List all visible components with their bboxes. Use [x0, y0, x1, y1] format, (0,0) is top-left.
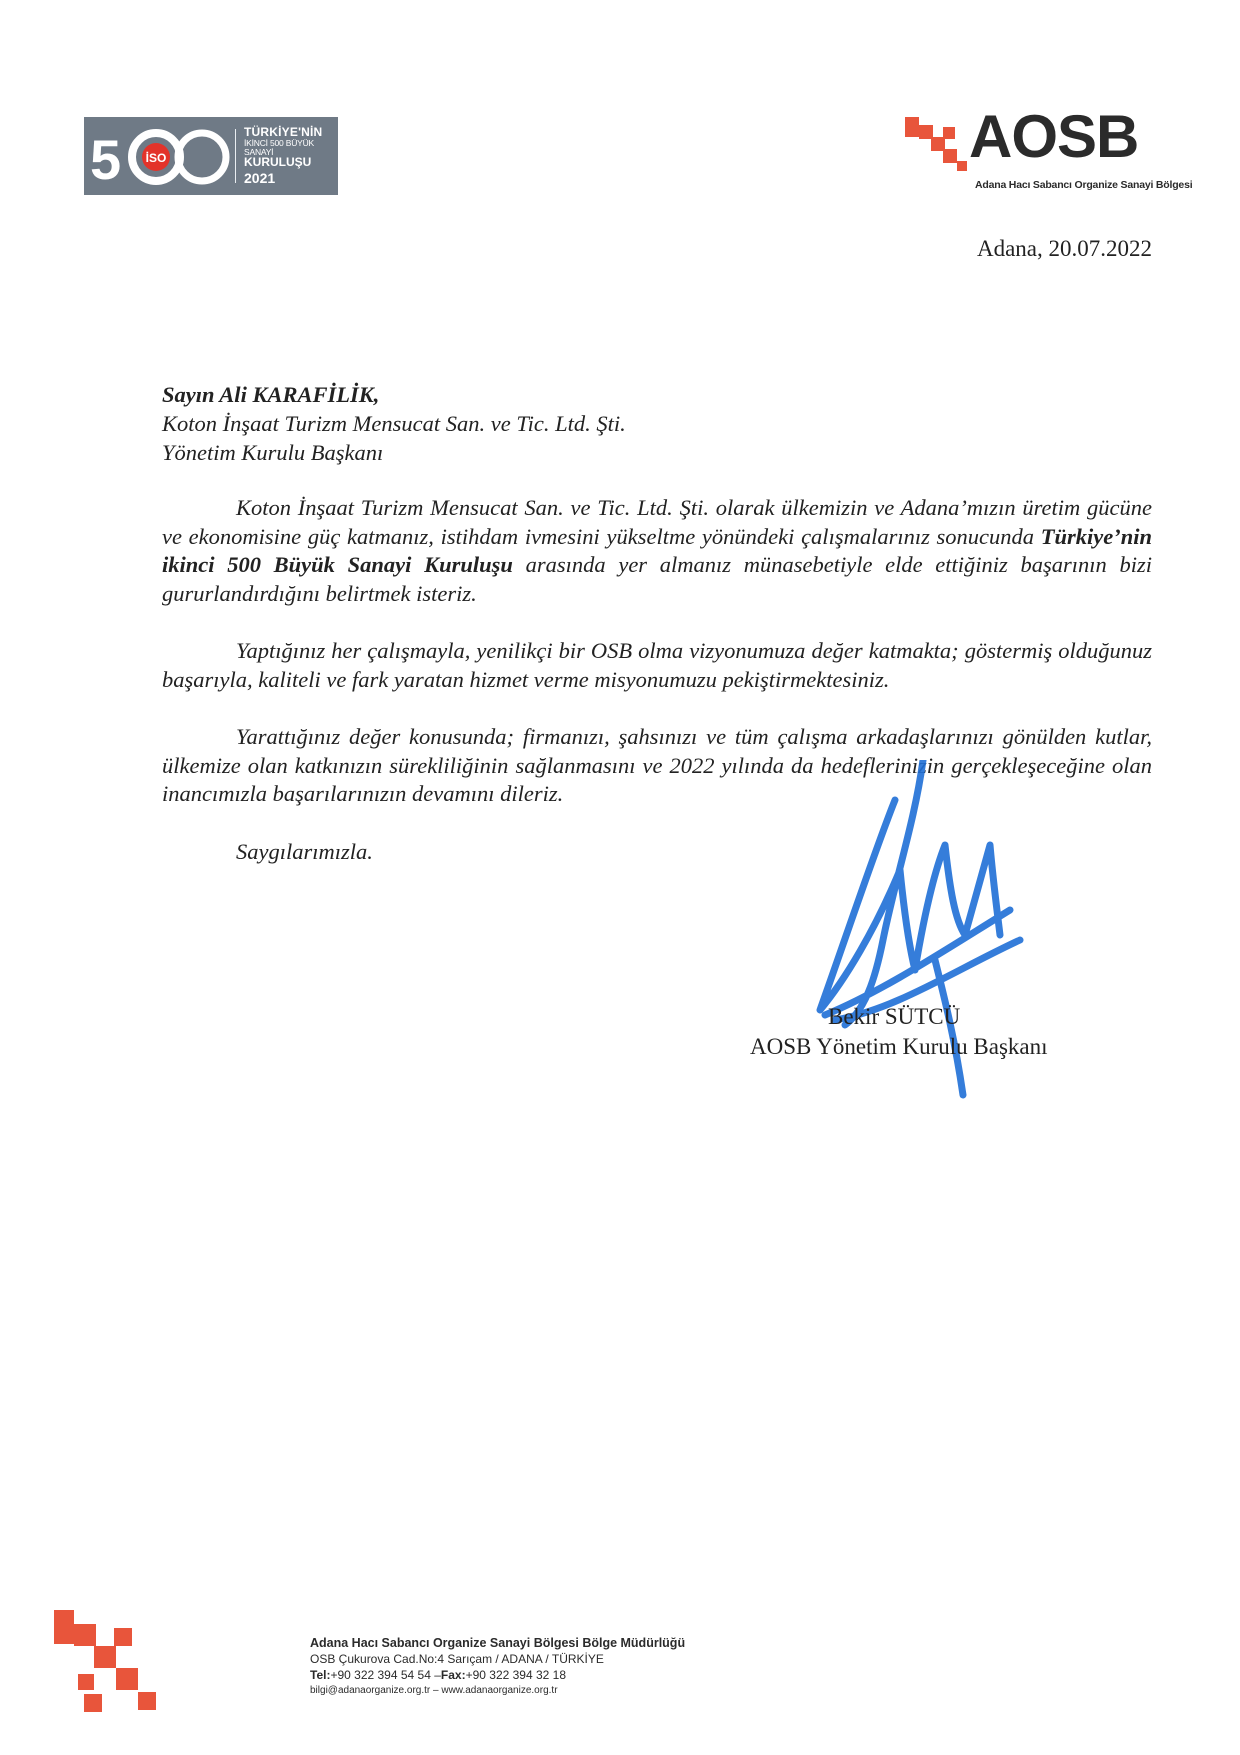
aosb-wordmark: AOSB — [969, 103, 1139, 170]
tel-label: Tel: — [310, 1668, 331, 1682]
iso-text-block — [244, 126, 336, 186]
footer-org: Adana Hacı Sabancı Organize Sanayi Bölgesi Bölge Müdürlüğü — [310, 1636, 686, 1650]
iso-year: 2021 — [244, 170, 276, 187]
signer-block — [750, 1002, 1048, 1062]
iso-number-digit: 5 — [90, 128, 122, 191]
recipient-name: Sayın Ali KARAFİLİK, — [162, 382, 380, 407]
letter-date: Adana, 20.07.2022 — [976, 236, 1152, 261]
footer-aosb-mark-icon — [54, 1610, 174, 1720]
iso-500-badge — [84, 117, 338, 195]
aosb-logo — [905, 103, 1193, 193]
footer-contact — [310, 1635, 685, 1699]
aosb-mark-icon — [905, 115, 975, 185]
iso-line2: İKİNCİ 500 BÜYÜK SANAYİ — [244, 137, 315, 157]
paragraph-1-start: Koton İnşaat Turizm Mensucat San. ve Tic. Ltd. Şti. olarak ülkemizin ve Adana’mızın üretim gücüne ve ekonomisine güç katmanız, istihdam ivmesini yükseltme yönündeki çalışmalarınız sonucunda — [162, 495, 1152, 549]
signer-name: Bekir SÜTCÜ — [828, 1004, 961, 1029]
signer-title: AOSB Yönetim Kurulu Başkanı — [750, 1034, 1048, 1059]
paragraph-2: Yaptığınız her çalışmayla, yenilikçi bir OSB olma vizyonumuza değer katmakta; göstermiş olduğunuz başarıyla, kaliteli ve fark yaratan hizmet verme misyonumuzu pekiştirmektesiniz. — [162, 638, 1152, 692]
iso-line1: TÜRKİYE'NİN — [244, 125, 323, 139]
fax-label: Fax: — [440, 1668, 466, 1682]
recipient-company: Koton İnşaat Turizm Mensucat San. ve Tic. Ltd. Şti. — [162, 411, 626, 436]
closing-line: Saygılarımızla. — [236, 838, 373, 864]
footer-web: bilgi@adanaorganize.org.tr – www.adanaorganize.org.tr — [310, 1685, 558, 1696]
footer-address: OSB Çukurova Cad.No:4 Sarıçam / ADANA / TÜRKİYE — [310, 1652, 604, 1666]
paragraph-1 — [162, 494, 1152, 608]
iso-line3: KURULUŞU — [244, 155, 312, 170]
recipient-title: Yönetim Kurulu Başkanı — [162, 440, 384, 465]
paragraph-3: Yarattığınız değer konusunda; firmanızı, şahsınızı ve tüm çalışma arkadaşlarınızı gönülden kutlar, ülkemize olan katkınızın sürekliliğinin sağlanmasını ve 2022 yılında da hedeflerinizin gerçekleşeceğine olan inancımızla başarılarınızın devamını dileriz. — [162, 724, 1152, 806]
iso-zero-ring — [178, 133, 226, 181]
aosb-subtitle: Adana Hacı Sabancı Organize Sanayi Bölgesi — [975, 179, 1193, 191]
iso-mark-text: İSO — [145, 151, 167, 165]
paragraph-1-highlight: Türkiye’nin ikinci 500 Büyük Sanayi Kuruluşu — [162, 523, 1152, 577]
footer-phone — [310, 1667, 685, 1683]
fax-number: +90 322 394 32 18 — [465, 1668, 567, 1682]
iso-separator — [235, 129, 236, 183]
paragraph-1-end: arasında yer almanız münasebetiyle elde ettiğiniz başarının bizi gururlandırdığını belirtmek isteriz. — [162, 552, 1152, 606]
recipient-block — [162, 380, 626, 467]
tel-number: +90 322 394 54 54 – — [330, 1668, 441, 1682]
